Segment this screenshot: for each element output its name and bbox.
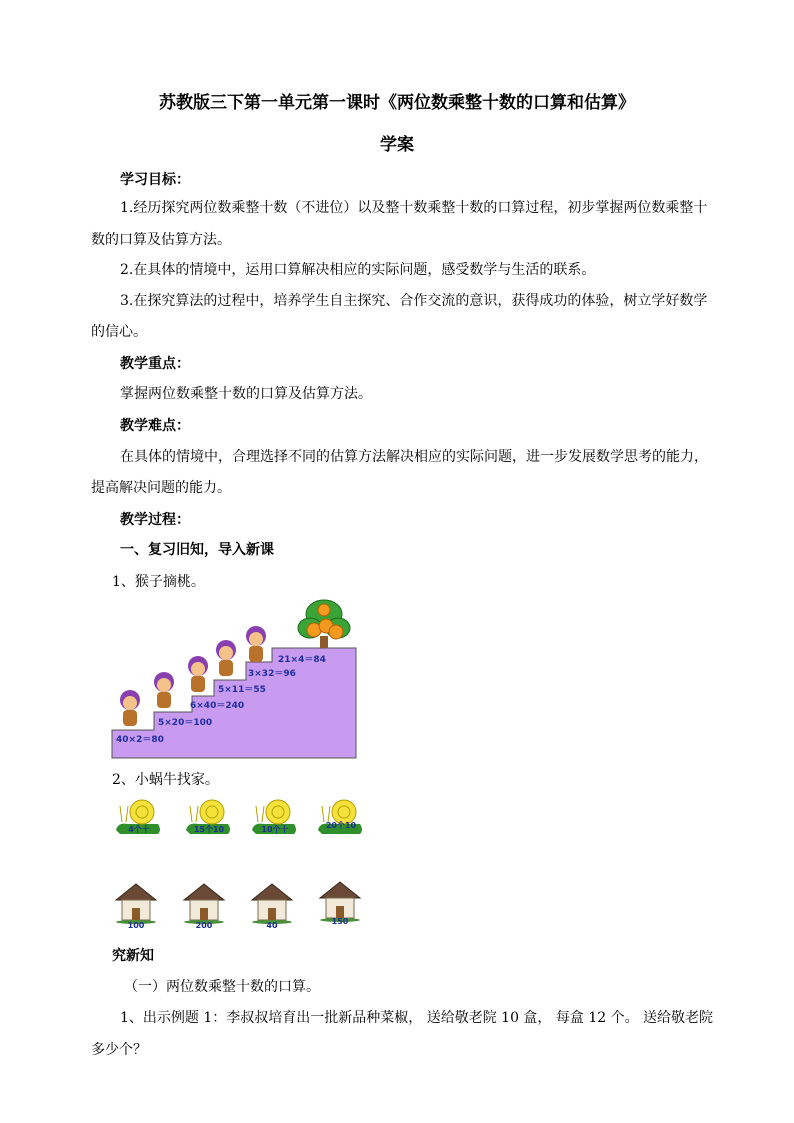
- goal-1-line-b: 数的口算及估算方法。: [91, 232, 231, 248]
- house-label: 100: [127, 921, 145, 930]
- monkey-icon: [216, 640, 236, 676]
- difficulty-line-a: 在具体的情境中，合理选择不同的估算方法解决相应的实际问题，进一步发展数学思考的能力，: [120, 449, 708, 465]
- doc-subtitle: 学案: [380, 135, 414, 155]
- example-1-line-b: 多少个？: [91, 1042, 147, 1058]
- section-1-heading: 一、复习旧知，导入新课: [120, 542, 274, 558]
- goal-1-line-a: 1.经历探究两位数乘整十数（不进位）以及整十数乘整十数的口算过程，初步掌握两位数乘整十: [120, 200, 708, 216]
- snail-label: 20个10: [325, 821, 357, 830]
- difficulty-line-b: 提高解决问题的能力。: [91, 480, 231, 496]
- monkey-icon: [188, 656, 208, 692]
- process-heading: 教学过程：: [120, 512, 190, 528]
- snail-label: 4个十: [128, 825, 150, 834]
- goal-2: 2.在具体的情境中，运用口算解决相应的实际问题，感受数学与生活的联系。: [120, 262, 596, 278]
- house-icon: [114, 880, 158, 924]
- stair-label: 6×40＝240: [190, 701, 245, 711]
- house-label: 200: [195, 921, 213, 930]
- stair-label: 3×32＝96: [248, 669, 296, 679]
- key-heading: 教学重点：: [120, 356, 190, 372]
- monkey-icon: [246, 626, 266, 662]
- stair-label: 21×4＝84: [278, 655, 326, 665]
- item-1: 1、猴子摘桃。: [112, 574, 205, 590]
- stair-label: 5×20＝100: [158, 718, 213, 728]
- goals-heading: 学习目标：: [120, 172, 190, 188]
- house-label: 150: [331, 917, 349, 926]
- item-2: 2、小蜗牛找家。: [112, 772, 219, 788]
- key-text: 掌握两位数乘整十数的口算及估算方法。: [120, 386, 372, 402]
- stair-label: 40×2＝80: [116, 735, 164, 745]
- monkey-staircase-figure: [110, 596, 358, 760]
- example-1-line-a: 1、出示例题 1：李叔叔培育出一批新品种菜椒， 送给敬老院 10 盒， 每盒 12 个。 送给敬老院: [120, 1010, 714, 1026]
- goal-3-line-b: 的信心。: [91, 324, 147, 340]
- goal-3-line-a: 3.在探究算法的过程中，培养学生自主探究、合作交流的意识，获得成功的体验，树立学好数学: [120, 293, 708, 309]
- doc-title: 苏教版三下第一单元第一课时《两位数乘整十数的口算和估算》: [159, 93, 635, 113]
- snail-label: 10个十: [261, 825, 289, 834]
- section-2-heading: 究新知: [112, 948, 154, 964]
- peach-tree-icon: [298, 600, 350, 648]
- house-label: 40: [266, 921, 278, 930]
- monkey-icon: [120, 690, 140, 726]
- stair-label: 5×11＝55: [218, 685, 266, 695]
- house-icon: [318, 878, 362, 922]
- difficulty-heading: 教学难点：: [120, 418, 190, 434]
- subsection-1: （一）两位数乘整十数的口算。: [124, 979, 320, 995]
- house-icon: [250, 880, 294, 924]
- snail-label: 15个10: [193, 825, 225, 834]
- house-icon: [182, 880, 226, 924]
- monkey-icon: [154, 672, 174, 708]
